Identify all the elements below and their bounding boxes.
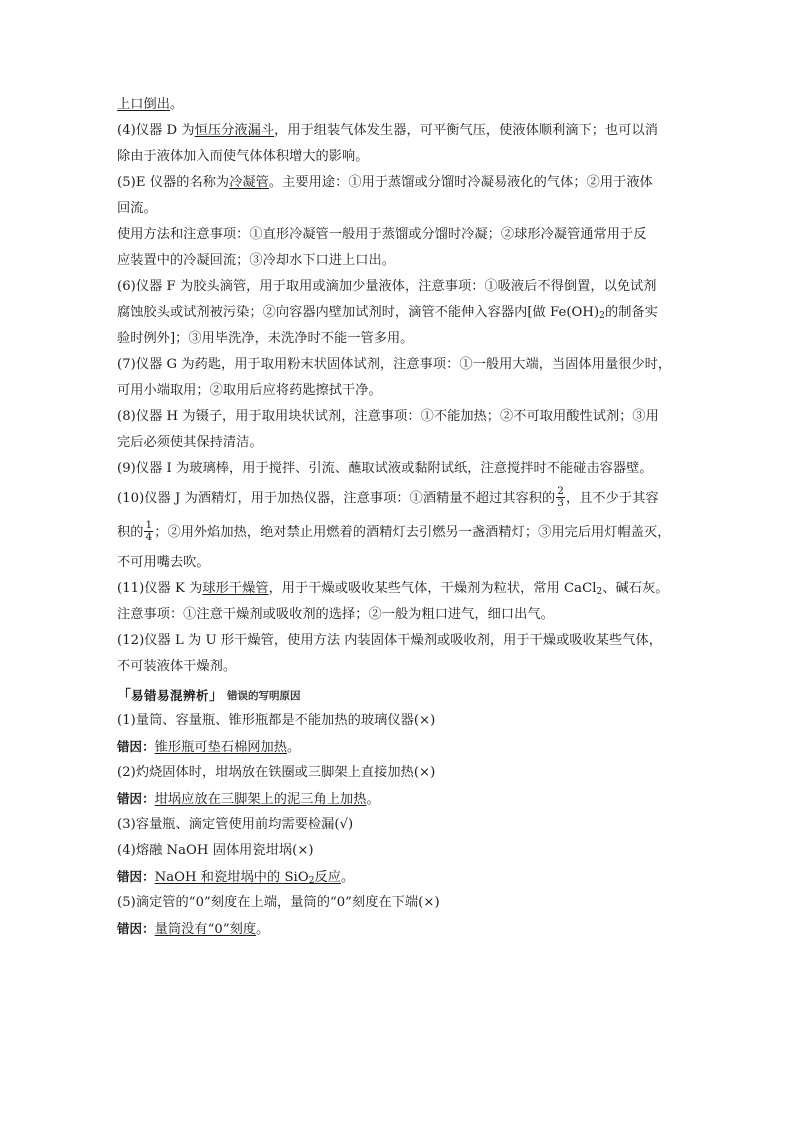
reason-text: 坩埚应放在三脚架上的泥三角上加热 bbox=[154, 792, 367, 807]
text-line: (11)仪器 K 为球形干燥管，用于干燥或吸收某些气体，干燥剂为粒状，常用 CaCl$_2$、碱石灰。 bbox=[117, 581, 669, 597]
reason-text: NaOH 和瓷坩埚中的 SiO$_2$反应 bbox=[154, 870, 341, 886]
section-title: 易错易混辨析 bbox=[131, 688, 210, 703]
text-line: 完后必须使其保持清洁。 bbox=[117, 435, 263, 450]
text-line: 验时例外]；③用毕洗净，未洗净时不能一管多用。 bbox=[117, 331, 414, 346]
reason-label: 错因： bbox=[117, 921, 155, 936]
error-reason: 错因：量筒没有“0”刻度。 bbox=[117, 921, 270, 937]
text-line: (8)仪器 H 为镊子，用于取用块状试剂，注意事项：①不能加热；②不可取用酸性试剂；③用 bbox=[117, 409, 659, 424]
underlined-term: 恒压分液漏斗 bbox=[194, 123, 275, 138]
text-line: 积的 $\frac{1}{4}$ ；②用外焰加热，绝对禁止用燃着的酒精灯去引燃另一盏酒精灯；③用完后用灯帽盖灭， bbox=[117, 519, 671, 543]
text-line: 可用小端取用；②取用后应将药匙擦拭干净。 bbox=[117, 383, 382, 398]
text-line: 不可装液体干燥剂。 bbox=[117, 659, 237, 674]
text-line: 上口倒出。 bbox=[117, 97, 184, 112]
reason-text: 锥形瓶可垫石棉网加热 bbox=[154, 740, 288, 755]
statement: (5)滴定管的“0”刻度在上端，量筒的“0”刻度在下端(×) bbox=[117, 895, 440, 910]
document-page bbox=[117, 92, 683, 942]
statement: (1)量筒、容量瓶、锥形瓶都是不能加热的玻璃仪器(×) bbox=[117, 713, 436, 728]
statement: (4)熔融 NaOH 固体用瓷坩埚(×) bbox=[117, 843, 314, 858]
error-reason: 错因：坩埚应放在三脚架上的泥三角上加热。 bbox=[117, 791, 380, 807]
fraction: $\frac{2}{3}$ bbox=[557, 485, 564, 509]
statement: (2)灼烧固体时，坩埚放在铁圈或三脚架上直接加热(×) bbox=[117, 765, 436, 780]
underlined-term: 球形干燥管 bbox=[202, 581, 269, 596]
text-line: (9)仪器 I 为玻璃棒，用于搅拌、引流、蘸取试液或黏附试纸，注意搅拌时不能碰击容器壁。 bbox=[117, 461, 653, 476]
text-line: (5)E 仪器的名称为冷凝管。主要用途：①用于蒸馏或分馏时冷凝易液化的气体；②用于液体 bbox=[117, 175, 653, 190]
error-reason: 错因：锥形瓶可垫石棉网加热。 bbox=[117, 739, 301, 755]
error-reason: 错因：NaOH 和瓷坩埚中的 SiO$_2$反应。 bbox=[117, 869, 355, 886]
reason-label: 错因： bbox=[117, 791, 155, 806]
text-line: 除由于液体加入而使气体体积增大的影响。 bbox=[117, 149, 369, 164]
text-line: (10)仪器 J 为酒精灯，用于加热仪器，注意事项：①酒精量不超过其容积的 $\frac{2}{3}$ ，且不少于其容 bbox=[117, 485, 659, 509]
text-line: (4)仪器 D 为恒压分液漏斗，用于组装气体发生器，可平衡气压，使液体顺利滴下；也可以消 bbox=[117, 123, 658, 138]
statement: (3)容量瓶、滴定管使用前均需要检漏(√) bbox=[117, 817, 354, 832]
reason-label: 错因： bbox=[117, 739, 155, 754]
text-line: 注意事项：①注意干燥剂或吸收剂的选择；②一般为粗口进气，细口出气。 bbox=[117, 607, 554, 622]
text-line: 使用方法和注意事项：①直形冷凝管一般用于蒸馏或分馏时冷凝；②球形冷凝管通常用于反 bbox=[117, 227, 647, 242]
underlined-term: 冷凝管 bbox=[229, 175, 269, 190]
text-line: (12)仪器 L 为 U 形干燥管，使用方法 内装固体干燥剂或吸收剂，用于干燥或吸收某些气体， bbox=[117, 633, 662, 648]
section-subtitle: 错误的写明原因 bbox=[227, 689, 301, 702]
text-line: (7)仪器 G 为药匙，用于取用粉末状固体试剂，注意事项：①一般用大端，当固体用量很少时， bbox=[117, 357, 672, 372]
underlined-term: 上口倒出 bbox=[117, 97, 170, 112]
text-line: (6)仪器 F 为胶头滴管，用于取用或滴加少量液体，注意事项：①吸液后不得倒置，以免试剂 bbox=[117, 279, 657, 294]
text-line: 应装置中的冷凝回流；③冷却水下口进上口出。 bbox=[117, 253, 395, 268]
fraction: $\frac{1}{4}$ bbox=[145, 519, 153, 543]
text-line: 腐蚀胶头或试剂被污染；②向容器内壁加试剂时，滴管不能伸入容器内[做 $Fe(OH)_2$的制备实 bbox=[117, 305, 658, 321]
reason-label: 错因： bbox=[117, 869, 155, 884]
bracket-open: 「 bbox=[117, 688, 131, 704]
bracket-close: 」 bbox=[209, 688, 224, 704]
text-line: 回流。 bbox=[117, 201, 157, 216]
section-heading bbox=[117, 682, 683, 708]
text-line: 不可用嘴去吹。 bbox=[117, 555, 210, 570]
reason-text: 量筒没有“0”刻度 bbox=[154, 922, 257, 937]
